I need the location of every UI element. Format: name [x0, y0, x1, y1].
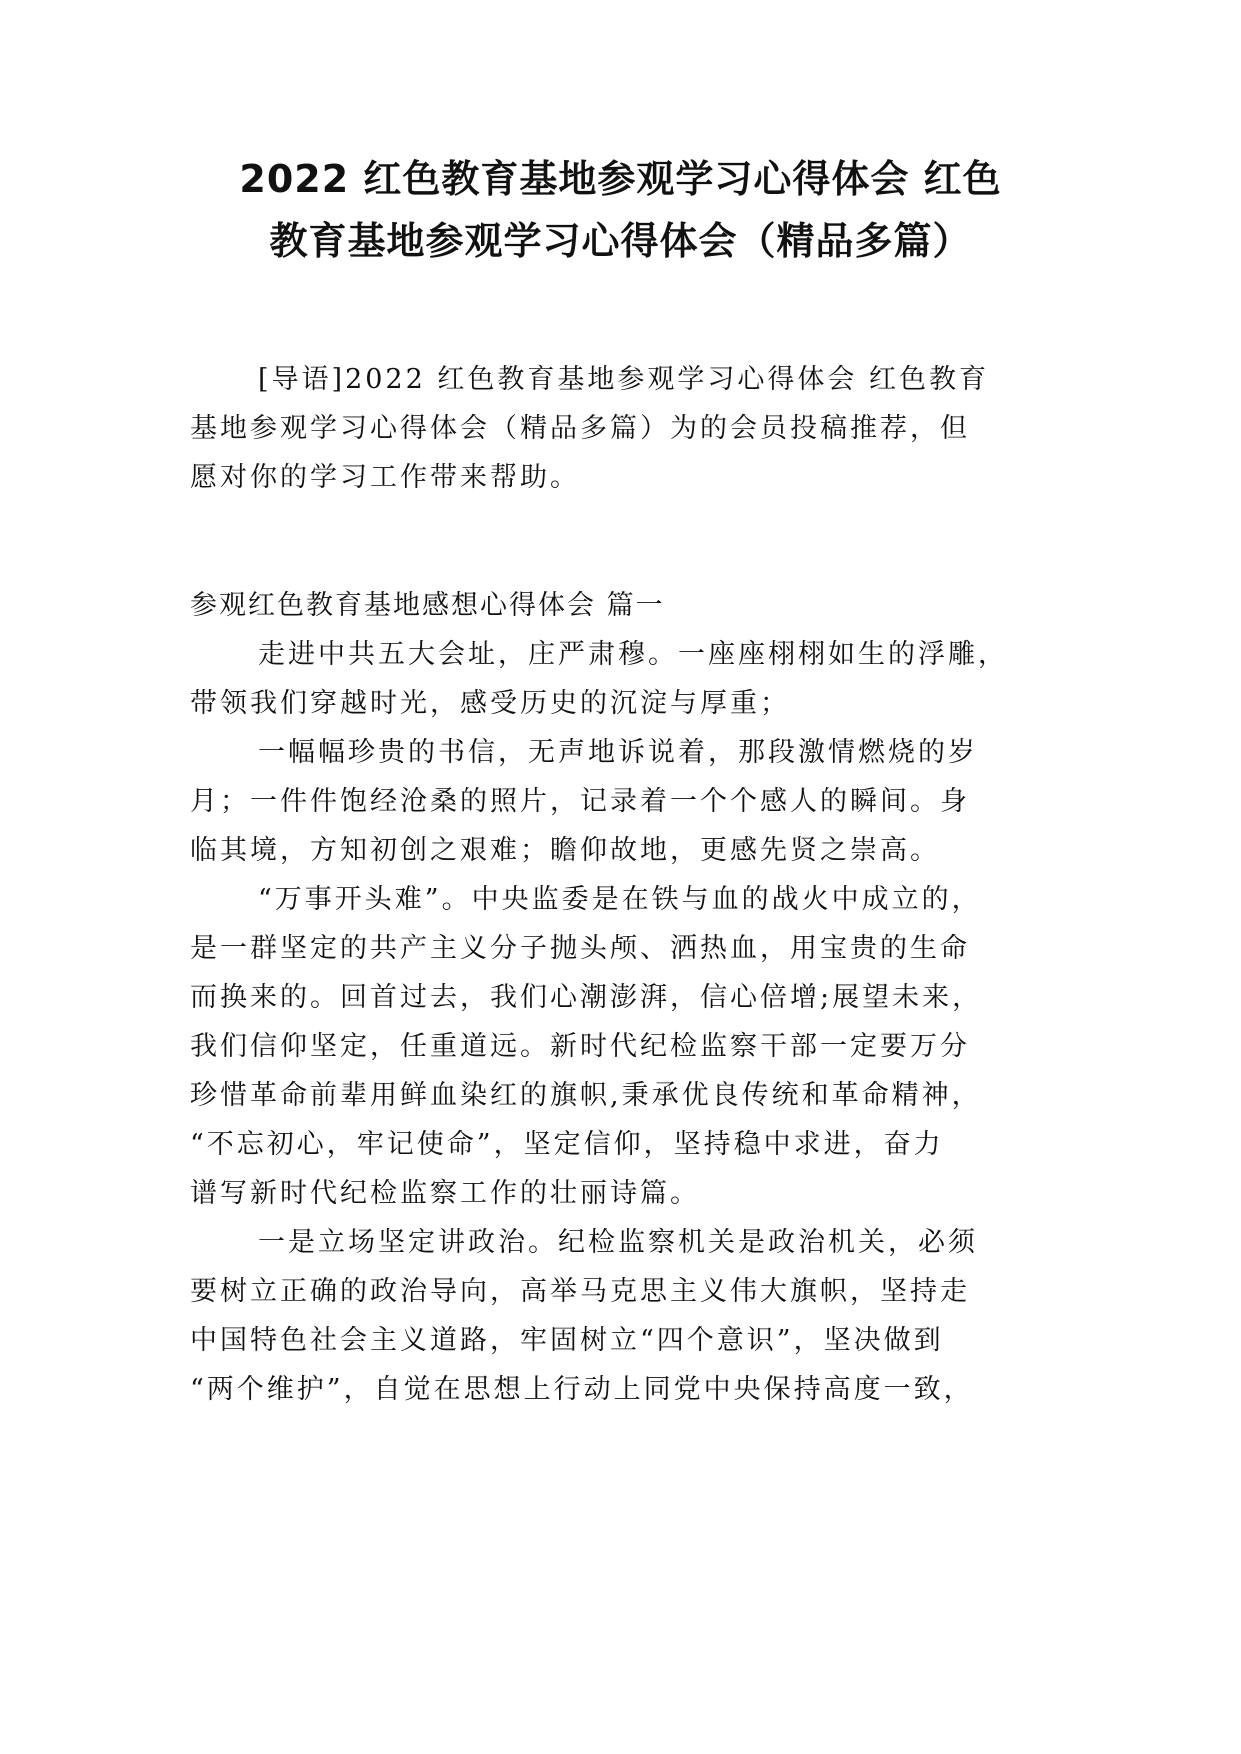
- text-line: 中国特色社会主义道路，牢固树立“四个意识”，坚决做到: [190, 1325, 944, 1356]
- text-line: 谱写新时代纪检监察工作的壮丽诗篇。: [190, 1178, 700, 1209]
- text-line: “不忘初心，牢记使命”，坚定信仰，坚持稳中求进，奋力: [190, 1129, 944, 1160]
- text-line: 我们信仰坚定，任重道远。新时代纪检监察干部一定要万分: [190, 1031, 970, 1062]
- text-line: “万事开头难”。中央监委是在铁与血的战火中成立的，: [258, 884, 982, 915]
- text-line: “两个维护”，自觉在思想上行动上同党中央保持高度一致，: [190, 1374, 974, 1405]
- text-line: 是一群坚定的共产主义分子抛头颅、洒热血，用宝贵的生命: [190, 933, 970, 964]
- intro-paragraph: [190, 355, 1050, 502]
- text-line: 带领我们穿越时光，感受历史的沉淀与厚重；: [190, 688, 790, 719]
- text-line: 走进中共五大会址，庄严肃穆。一座座栩栩如生的浮雕，: [258, 639, 1008, 670]
- text-line: 临其境，方知初创之艰难；瞻仰故地，更感先贤之崇高。: [190, 835, 940, 866]
- text-line: 月；一件件饱经沧桑的照片，记录着一个个感人的瞬间。身: [190, 786, 970, 817]
- title-line: 2022 红色教育基地参观学习心得体会 红色: [239, 157, 1002, 201]
- intro-line: 基地参观学习心得体会（精品多篇）为的会员投稿推荐，但: [190, 413, 970, 444]
- title-line: 教育基地参观学习心得体会（精品多篇）: [269, 219, 972, 263]
- text-line: 一幅幅珍贵的书信，无声地诉说着，那段激情燃烧的岁: [258, 737, 978, 768]
- intro-line: [导语]2022 红色教育基地参观学习心得体会 红色教育: [258, 364, 989, 395]
- intro-line: 愿对你的学习工作带来帮助。: [190, 462, 580, 493]
- document-title: [160, 148, 1081, 272]
- text-line: 要树立正确的政治导向，高举马克思主义伟大旗帜，坚持走: [190, 1276, 970, 1307]
- text-line: 而换来的。回首过去，我们心潮澎湃，信心倍增;展望未来，: [190, 982, 983, 1013]
- section-heading: 参观红色教育基地感想心得体会 篇一: [190, 590, 665, 621]
- text-line: 珍惜革命前辈用鲜血染红的旗帜,秉承优良传统和革命精神，: [190, 1080, 982, 1111]
- main-text: [190, 630, 1050, 1414]
- text-line: 一是立场坚定讲政治。纪检监察机关是政治机关，必须: [258, 1227, 978, 1258]
